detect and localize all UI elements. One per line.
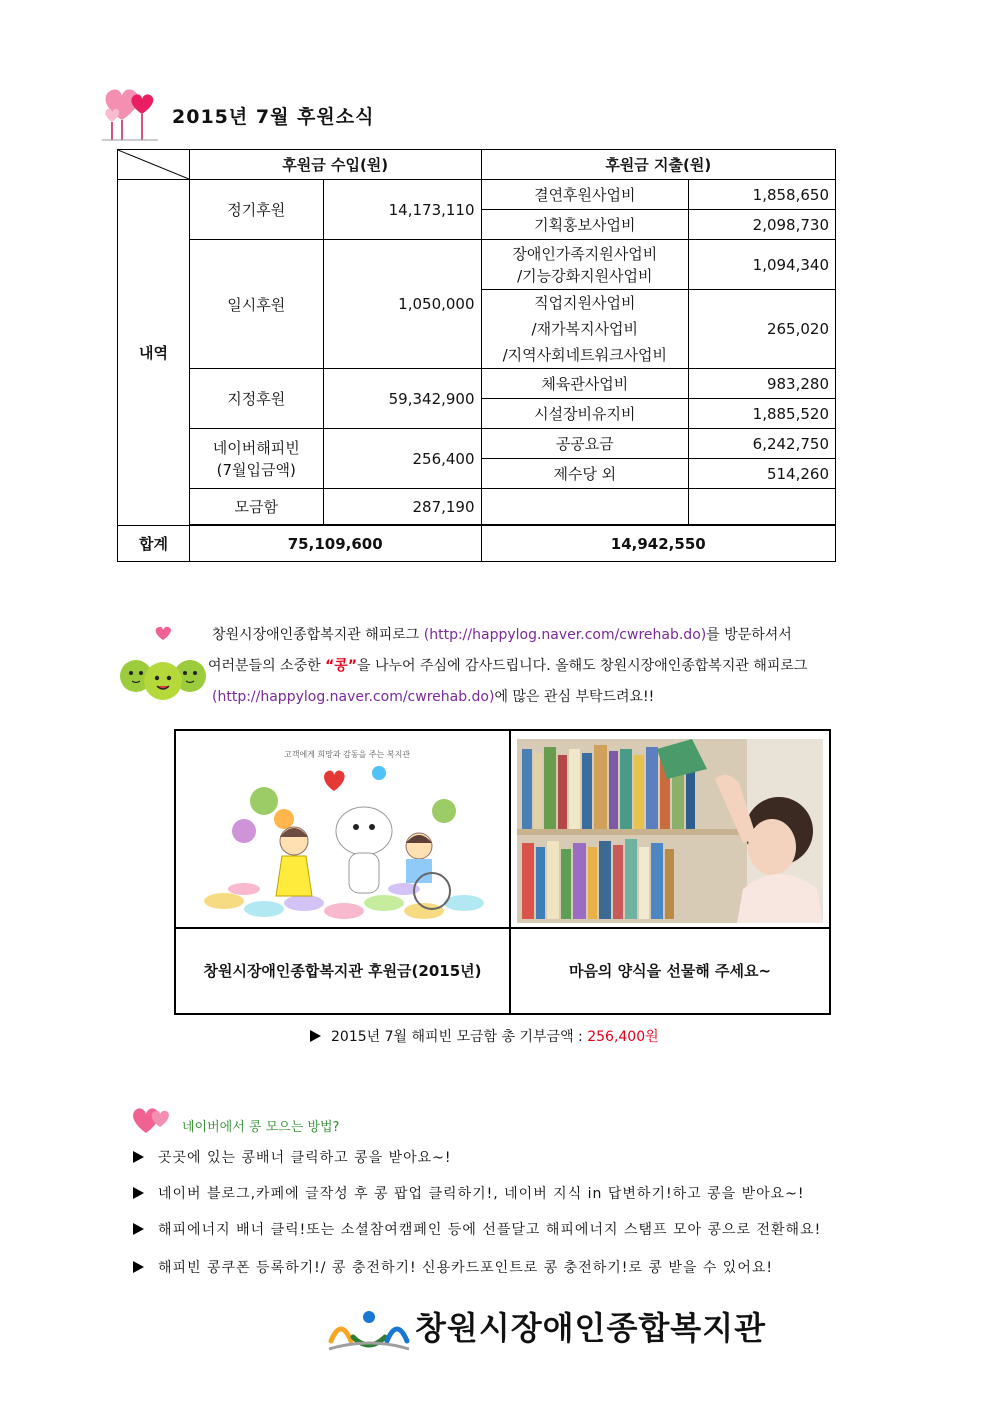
right-caption: 마음의 양식을 선물해 주세요~ (568, 962, 772, 980)
total-expense: 14,942,550 (481, 526, 835, 562)
kids-illustration (194, 761, 494, 921)
bullet-arrow-icon (133, 1223, 144, 1235)
income-label: 정기후원 (189, 180, 323, 240)
bullet-arrow-icon (133, 1151, 144, 1163)
list-item: 네이버 블로그,카페에 글작성 후 콩 팝업 클릭하기!, 네이버 지식 in 답변하기!하고 콩을 받아요~! (133, 1183, 805, 1203)
income-amount: 287,190 (323, 489, 481, 525)
expense-amount: 1,885,520 (689, 399, 836, 429)
list-item: 해피에너지 배너 클릭!또는 소셜참여캠페인 등에 선플달고 해피에너지 스탬프 모아 콩으로 전환해요! (133, 1219, 821, 1239)
expense-label: 시설장비유지비 (481, 399, 689, 429)
expense-label: 체육관사업비 (481, 369, 689, 399)
income-header: 후원금 수입(원) (189, 150, 481, 180)
illustration-tagline: 고객에게 희망과 감동을 주는 복지관 (284, 750, 411, 759)
expense-amount: 514,260 (689, 459, 836, 489)
expense-label: 직업지원사업비 /재가복지사업비 /지역사회네트워크사업비 (481, 290, 689, 369)
corner-cell (118, 150, 190, 180)
image-grid (174, 729, 831, 1015)
welfare-center-logo-icon (327, 1307, 411, 1353)
bullet-arrow-icon (310, 1030, 321, 1042)
expense-amount: 983,280 (689, 369, 836, 399)
child-bookshelf-photo (517, 739, 823, 923)
row-label: 내역 (118, 180, 190, 526)
howto-title: 네이버에서 콩 모으는 방법? (182, 1120, 340, 1135)
income-label: 모금함 (189, 489, 323, 525)
income-amount: 1,050,000 (323, 240, 481, 369)
hearts-icon (100, 80, 160, 142)
mascot-illustration (194, 741, 494, 921)
income-label: 일시후원 (189, 240, 323, 369)
thanks-message: 창원시장애인종합복지관 해피로그 (http://happylog.naver.com/cwrehab.do)를 방문하셔서 여러분들의 소중한 “콩”을 나누어 주심에 감사드립니다. 올해도 창원시장애인종합복지관 해피로그 (http://happylog.naver.com/cwrehab.do)에 많은 관심 부탁드려요!! (208, 627, 808, 705)
expense-label: 장애인가족지원사업비 /기능강화지원사업비 (481, 240, 689, 290)
donation-table (117, 149, 836, 562)
happylog-link[interactable]: (http://happylog.naver.com/cwrehab.do) (212, 689, 495, 705)
expense-label: 결연후원사업비 (481, 180, 689, 210)
left-caption: 창원시장애인종합복지관 후원금(2015년) (203, 962, 482, 980)
income-amount: 256,400 (323, 429, 481, 489)
expense-header: 후원금 지출(원) (481, 150, 835, 180)
list-item: 해피빈 콩쿠폰 등록하기!/ 콩 충전하기! 신용카드포인트로 콩 충전하기!로 콩 받을 수 있어요! (133, 1257, 773, 1277)
expense-label: 제수당 외 (481, 459, 689, 489)
income-label: 네이버해피빈 (7월입금액) (189, 429, 323, 489)
expense-amount: 265,020 (689, 290, 836, 369)
hearts-icon (128, 1101, 174, 1137)
expense-amount: 1,094,340 (689, 240, 836, 290)
expense-amount: 2,098,730 (689, 210, 836, 240)
welfare-center-logo-text: 창원시장애인종합복지관 (415, 1309, 767, 1347)
bullet-arrow-icon (133, 1261, 144, 1273)
total-income: 75,109,600 (189, 526, 481, 562)
empty-cell (689, 489, 836, 525)
happylog-link[interactable]: (http://happylog.naver.com/cwrehab.do) (423, 627, 707, 643)
total-label: 합계 (118, 526, 190, 562)
empty-cell (481, 489, 689, 525)
happybean-total: 2015년 7월 해피빈 모금함 총 기부금액 : 256,400원 (310, 1026, 659, 1046)
expense-label: 공공요금 (481, 429, 689, 459)
pea-mascots-icon (118, 626, 208, 706)
page-title: 2015년 7월 후원소식 (172, 106, 375, 128)
expense-amount: 6,242,750 (689, 429, 836, 459)
expense-amount: 1,858,650 (689, 180, 836, 210)
income-amount: 59,342,900 (323, 369, 481, 429)
income-label: 지정후원 (189, 369, 323, 429)
bullet-arrow-icon (133, 1187, 144, 1199)
list-item: 곳곳에 있는 콩배너 클릭하고 콩을 받아요~! (133, 1147, 452, 1167)
income-amount: 14,173,110 (323, 180, 481, 240)
expense-label: 기획홍보사업비 (481, 210, 689, 240)
